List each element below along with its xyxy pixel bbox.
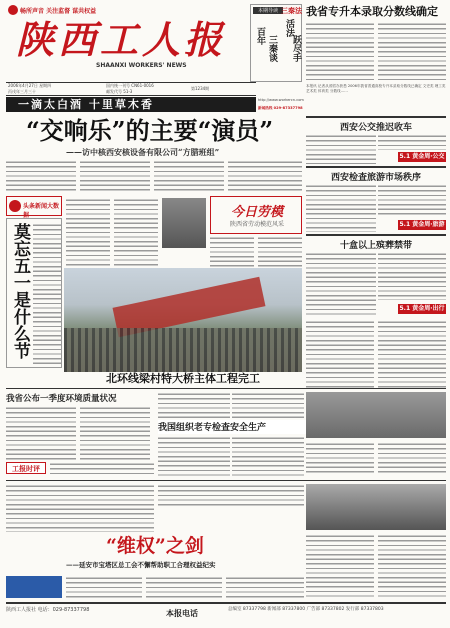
left-section-body-2 [80, 406, 150, 460]
right-mid-body-1 [306, 320, 374, 388]
main-story-subtitle: ——访中核西安核设备有限公司“方腊班组” [66, 147, 220, 157]
left-section-body-1 [6, 406, 76, 460]
footer-center: 本报电话 [166, 608, 198, 618]
side-story-2-tag: 5.1 黄金周·旅游 [399, 221, 445, 228]
bottom-mid-body-top [158, 484, 304, 508]
side-story-3 [306, 234, 446, 316]
ad-block [210, 196, 302, 234]
guide-v1: 活法 [284, 19, 294, 37]
bottom-body-3 [226, 576, 304, 598]
right-top-story [306, 4, 446, 114]
guide-v4: 三秦谈 [267, 35, 277, 62]
cn-text: 国内统一刊号 CN61-0016 [106, 83, 154, 88]
side-story-1-tag: 5.1 黄金周·公交 [399, 153, 445, 160]
side-story-2-title: 西安检查旅游市场秩序 [330, 173, 421, 183]
masthead-title: 陕西工人报 [16, 17, 227, 62]
logo-mark-icon [8, 5, 18, 15]
center-section-body-4 [232, 436, 304, 476]
side-story-2 [306, 166, 446, 232]
side-story-1-body-2 [378, 134, 446, 150]
bottom-left-body [6, 484, 154, 532]
footer-left: 陕西工人报社 电话：029-87337798 [6, 607, 90, 613]
right-section-body-1 [306, 442, 374, 476]
left-logo-box [6, 196, 62, 219]
main-story-body-1 [6, 160, 76, 194]
center-section-body-1 [158, 392, 230, 418]
right-section-body-2 [378, 442, 446, 476]
section-divider [6, 388, 446, 389]
side-story-2-body-2 [378, 184, 446, 218]
center-section-title: 我国组织老专检查安全生产 [158, 420, 306, 434]
left-section-title: 我省公布一季度环境质量状况 [6, 394, 117, 404]
lunar-text: 丙戌年三月三十 [8, 89, 36, 94]
footer [6, 602, 446, 624]
date-text: 2006年4月27日 星期四 [8, 83, 52, 88]
right-mid-body-2 [378, 320, 446, 388]
masthead [6, 4, 246, 82]
bottom-story-head [6, 534, 304, 574]
bottom-right-photo [306, 484, 446, 530]
side-story-1-body [306, 134, 376, 164]
bottom-body-1 [66, 576, 142, 598]
right-top-body [306, 22, 374, 82]
left-section-body-3 [50, 462, 154, 476]
left-logo-icon [9, 200, 21, 212]
hotline: 新闻热线 029-87337798 [258, 106, 303, 110]
center-section-body-2 [232, 392, 304, 418]
guide-box [250, 4, 302, 82]
bottom-story-subtitle: ——延安市宝塔区总工会不懈帮助职工合理权益纪实 [66, 561, 216, 569]
side-story-2-body [306, 184, 376, 232]
section-tag: 工报时评 [6, 462, 46, 474]
side-story-3-tag: 5.1 黄金周·出行 [399, 305, 445, 312]
masthead-slogan: 畅所声音 关注监督 谋共权益 [20, 8, 97, 15]
issue-text: 第1234期 [191, 86, 210, 91]
main-story-body-2 [80, 160, 150, 194]
ad-line1: 今日劳模 [230, 205, 283, 220]
ad-line2: 陕西省劳动模范风采 [229, 221, 284, 228]
main-story-body-3 [154, 160, 224, 194]
side-story-3-body [306, 252, 376, 316]
date-row [6, 82, 256, 96]
right-photo-1 [306, 392, 446, 438]
main-story-head [6, 116, 302, 160]
vertical-feature-title: 莫忘五一是什么节 [10, 223, 30, 359]
masthead-pinyin: SHAANXI WORKERS' NEWS [96, 62, 187, 69]
bottom-right-body-1 [306, 534, 374, 598]
right-top-headline: 我省专升本录取分数线确定 [306, 5, 438, 18]
guide-label: 本期导读 [253, 7, 283, 14]
guide-stamp: 三秦法 [281, 6, 302, 15]
bottom-ad [6, 576, 62, 598]
vertical-feature [6, 218, 62, 368]
bottom-story-title: “维权”之剑 [106, 535, 204, 557]
slogan-banner [6, 97, 256, 112]
bottom-body-2 [146, 576, 222, 598]
center-body-2 [114, 198, 158, 266]
site-url: http://www.workercn.com [258, 98, 304, 102]
bottom-right-body-2 [378, 534, 446, 598]
center-body-1 [66, 198, 110, 266]
center-section-body-3 [158, 436, 230, 476]
main-story-body-4 [228, 160, 302, 194]
bottom-divider [6, 480, 446, 481]
side-story-3-body-2 [378, 252, 446, 300]
photo-caption: 北环线梁村特大桥主体工程完工 [106, 372, 260, 385]
right-top-lead: 本报讯 记者从省招办获悉 2006年我省普通高校专升本录取分数线已确定 文史类 理工类 艺术类 体育类 分数线…… [306, 84, 446, 93]
footer-right: 总编室 87337798 新闻部 87337800 广告部 87337802 发行部 87337803 [228, 607, 384, 612]
photo-crowd-icon [64, 328, 302, 372]
side-story-1-title: 西安公交推迟收车 [339, 123, 412, 133]
main-story-title: “交响乐”的主要“演员” [26, 116, 274, 145]
main-photo [64, 268, 302, 372]
right-top-body-2 [378, 22, 446, 82]
side-story-3-title: 十盒以上殡葬禁带 [339, 241, 412, 251]
left-logo-text: 头条新闻大数据 [23, 203, 60, 219]
center-photo-small [162, 198, 206, 248]
url-block [258, 84, 308, 120]
vertical-feature-body [33, 223, 61, 365]
guide-v3: 百年 [255, 27, 265, 45]
post-text: 邮发代号 51-3 [106, 89, 133, 94]
guide-v2: 跃尽手 [291, 35, 301, 62]
banner-text: 一滴太白酒 十里草木香 [18, 98, 154, 111]
side-story-1 [306, 116, 446, 164]
